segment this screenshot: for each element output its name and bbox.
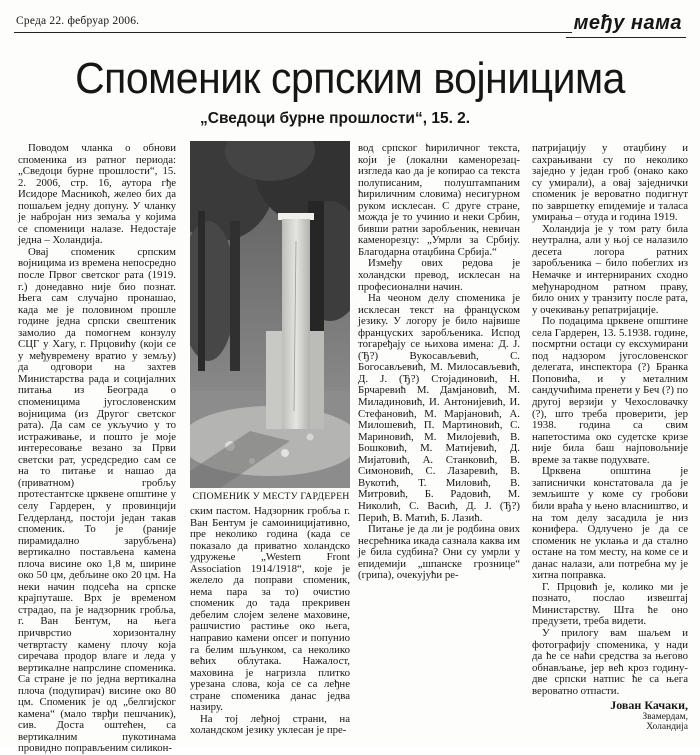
column-1: [18, 143, 176, 755]
column-2: [190, 506, 350, 737]
issue-date: Среда 22. фебруар 2006.: [16, 15, 140, 27]
paragraph: По подацима црквене општине села Гардерен, 13. 5.1938. године, посмртни остаци су ексхумирани под надзором југословенског делегата, инспектора (?) Бранка Поповића, и у металним сандучићима пренети у Беч (?) по другој верзији у Чехословачку (?), што треба проверити, јер 1938. година са свим напетостима око судетске кризе није била баш најповољније време за такве подухвате.: [532, 315, 688, 466]
author-name: Јован Качаки,: [610, 698, 688, 713]
section-name: међу нама: [573, 12, 682, 34]
paragraph: Питање је да ли је родбина ових несрећника икада сазнала каква им је била судбина? Они су умрли у епидемији „шпанске грознице“ (грипа), очекујући ре-: [358, 523, 520, 582]
column-3: [358, 143, 520, 582]
article-title: Споменик српским војницима: [75, 54, 625, 103]
paragraph: Поводом чланка о обнови споменика из ратног периода: „Сведоци бурне прошлости“, 15. 2. 2006, стр. 16, аутора гђе Исидоре Масникоћ, желео бих да пошаљем једну допуну. У чланку је набројан низ земаља у којима се споменици налазе. Недостаје једна – Холандија.: [18, 142, 176, 247]
author-place: Звамердам,: [642, 711, 688, 722]
monument-photo: [190, 141, 350, 488]
photo-caption: СПОМЕНИК У МЕСТУ ГАРДЕРЕН: [192, 491, 350, 502]
paragraph: вод српског ћириличног текста, који је (локални каменорезац-изгледа као да је копирао са текста полуписаним, полуштампаним ћириличним словима) несигурном руком исклесан. С друге стране, можда је то учинио и неки Србин, бивши ратни заробљеник, невичан каменорезцу: „Умрли за Србију. Благодарна отаџбина Србија.“: [358, 142, 520, 258]
paragraph: У прилогу вам шаљем и фотографију споменика, у нади да ће се наћи средства за његово обнављање, јер већ крoз годину-две српски натпис ће са њега вероватно отпасти.: [532, 626, 688, 697]
paragraph: На чеоном делу споменика је исклесан текст на француском језику. У логору је било највише француских заробљеника. Испод тогаређају се њихова имена: Д. Ј. (Ђ?) Вукосављевић, С. Богосављевић, М. Милосављевић, Д. Ј. (Ђ?) Стојадиновић, Н. Брчаревић М. Дамјановић, М. Миладиновић, И. Антонијевић, И. Стефановић, М. Марјановић, А. Милошевић, П. Мартиновић, С. Мариновић, М. Милојевић, В. Бошковић, М. Матијевић, Д. Мијатовић, А. Станковић, В. Симоновић, С. Лазаревић, В. Вукотић, Т. Миловић, В. Митровић, Б. Радовић, М. Николић, С. Васић, Д. Ј. (Ђ?) Перић, В. Матић, Б. Лазић.: [358, 292, 520, 524]
paragraph: Црквена општина је записнички констатовала да је земљиште у коме су гробови били враћа у њено власништво, и на том делу засадила је низ конифера. Одлучено је да се споменик не уклања и да стално остане на том месту, на коме се и данас налази, али потребна му је хитна поправка.: [532, 465, 688, 582]
monument-photo-image: [190, 141, 350, 488]
paragraph: Овај споменик српским војницима из времена непосредно после Првог светског рата (1919. г.) донедавно није био познат. Њега сам случајно пронашао, када ме је половином прошле године једна српски свештеник замолио да помогнем конзулу СЦГ у Хагу, г. Прцовићу (који се у међувремену вратио у земљу) да одговори на захтев Министарства рада и социјалних питања из Београда о споменицима југословенским војницима (из Другог светског рата). Да сам се укључио у то истраживање, и пошто је моје интересовање везано за Први светски рат, усредсредио сам се на то питање и нашао да (приватном) гробљу протестантске црквене општине у селу Гардерен, у провинцији Гелдерланд, постоји један такав споменик. То је (раније пирамидално зарубљена) вертикално постављена камена плоча висине око 1,8 м, ширине око 50 цм, дебљине око 20 цм. На неки начин подсећа на српске крајпуташе. Врх је временом страдао, па је надзорник гробља, г. Ван Бентум, на њега причврстио хоризонталну четвртасту камену плочу која сиречава продор влаге и леда у вертикалне напрслине споменика. Са стране је по једна вертикална плоча (подупирач) висине око 80 цм. Споменик је од „белгијског камена“ (мало тврђи пешчаник), сив. Доста оштећен, са вертикалним пукотинама провидно поправљеним силикон-: [18, 245, 176, 755]
column-4: [532, 143, 688, 733]
author-country: Холандија: [646, 722, 688, 733]
signature: [532, 700, 688, 733]
section-rule: [566, 37, 686, 38]
paragraph: Г. Прцовић је, колико ми је познато, послао извештај Министарству. Шта ће оно предузети, треба видети.: [532, 580, 688, 628]
header-rule: [14, 32, 572, 33]
paragraph: патријацију у отаџбину и сахрањивани су по неколико заједно у један гроб (онако како су умирали), а овај заједнички споменик је вероватно подигнут по завршетку епидемије и таласа умирања – отуда и година 1919.: [532, 142, 688, 224]
article-subtitle: „Сведоци бурне прошлости“, 15. 2.: [200, 110, 471, 127]
paragraph: На тој леђној страни, на холандском језику уклесан је пре-: [190, 712, 350, 737]
paragraph: ским пастом. Надзорник гробља г. Ван Бентум је самоиницијативно, пре неколико година (када се показало да приватно холандско удружење „Western Front Association 1914/1918“, које је желело да поправи споменик, нема пара за то) очистио споменик до тада прекривен дебелим слојем зелене маховине, рашчистио растиње око њега, направио камени опсег и попунио га белим шљунком, са неколико већих облутака. Нажалост, маховина је нагризла плитко урезана слова, која се са леђне стране споменика данас једва назиру.: [190, 505, 350, 714]
paragraph: Између ових редова је холандски превод, исклесан на професионални начин.: [358, 257, 520, 293]
paragraph: Холандија је у том рату била неутрална, али у њој се налазило десета логора ратних заробљеника – било побеглих из Немачке и интернираних сходно међународном ратном праву, било оних у транзиту после рата, у очекивању репатријације.: [532, 222, 688, 316]
